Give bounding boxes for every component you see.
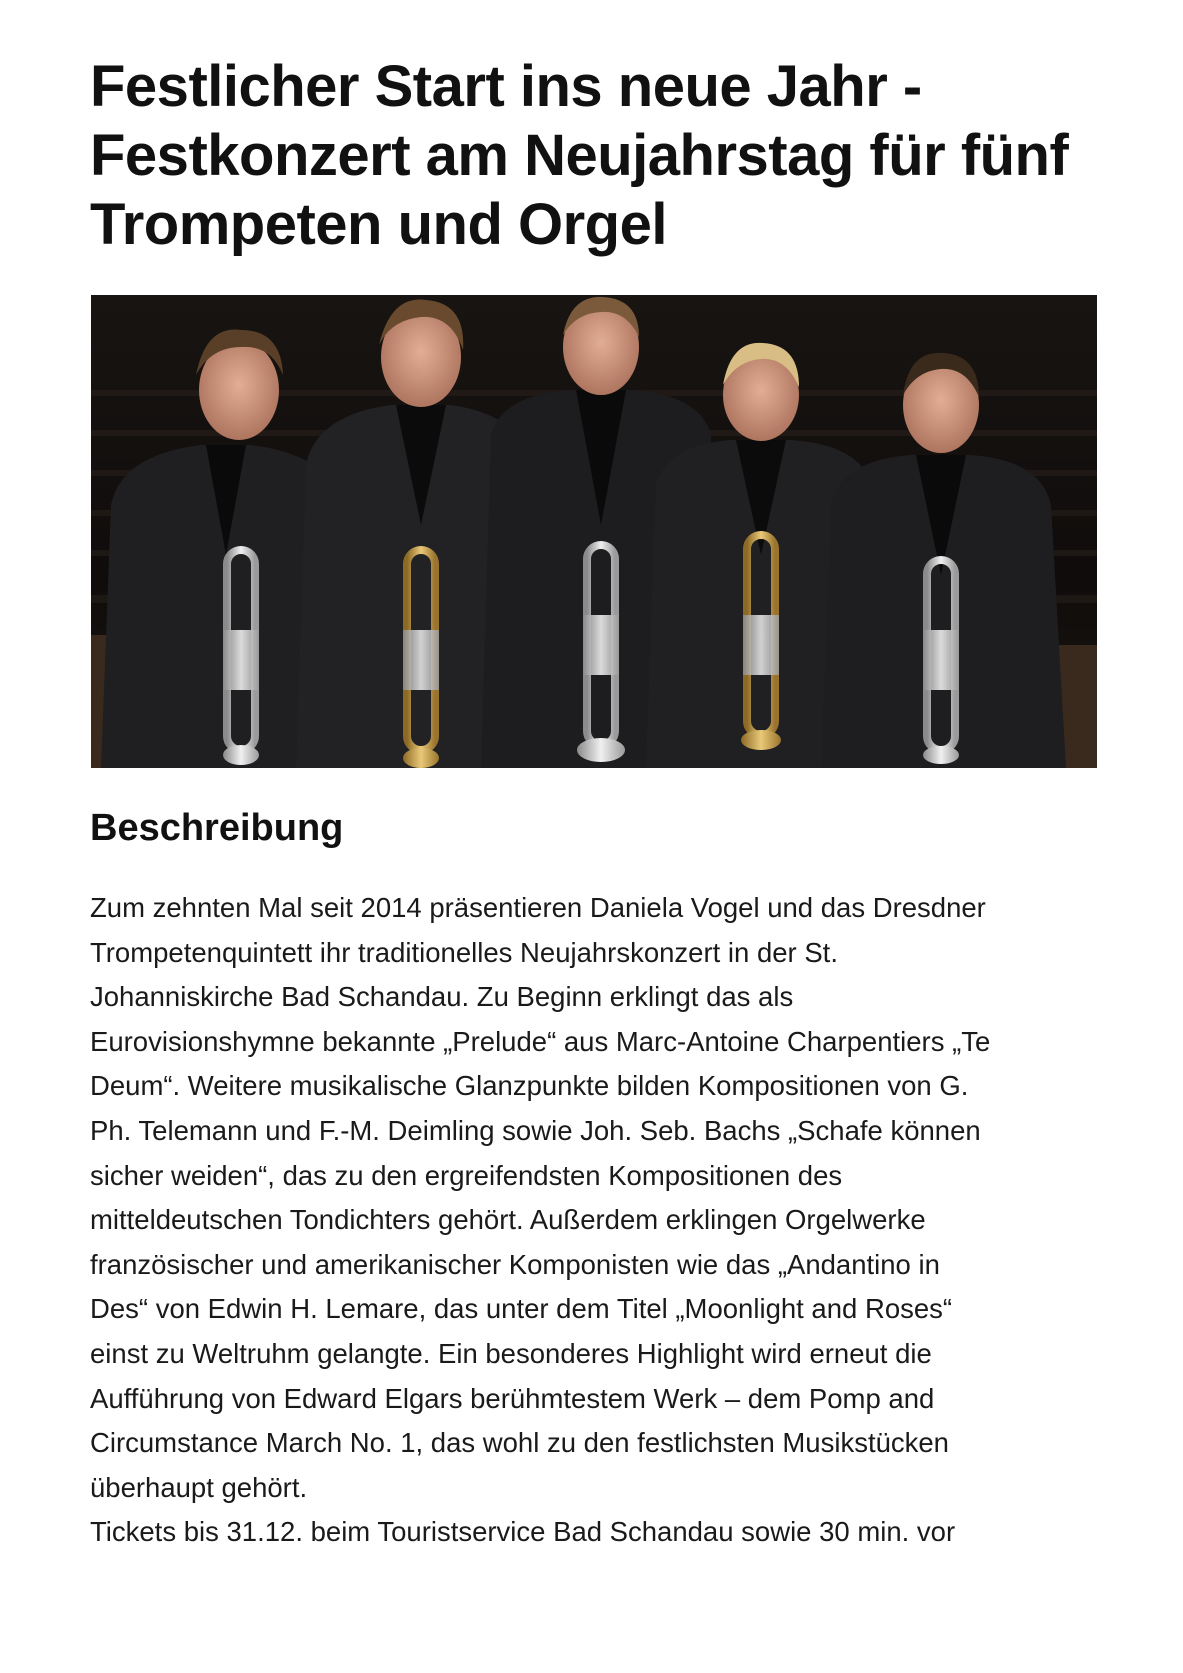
description-line: Trompetenquintett ihr traditionelles Neujahrskonzert in der St.	[90, 936, 838, 968]
description-line: französischer und amerikanischer Komponisten wie das „Andantino in	[90, 1248, 940, 1280]
tickets-paragraph	[90, 1510, 1100, 1555]
title-line: Festkonzert am Neujahrstag für fünf	[90, 123, 1069, 188]
ensemble-photo-illustration	[91, 295, 1097, 768]
description-line: sicher weiden“, das zu den ergreifendsten Kompositionen des	[90, 1159, 843, 1191]
description-line: Des“ von Edwin H. Lemare, das unter dem Titel „Moonlight and Roses“	[90, 1293, 953, 1325]
description-line: überhaupt gehört.	[90, 1471, 308, 1503]
description-line: Deum“. Weitere musikalische Glanzpunkte bilden Kompositionen von G.	[90, 1070, 969, 1102]
description-line: einst zu Weltruhm gelangte. Ein besonderes Highlight wird erneut die	[90, 1337, 932, 1369]
description-line: Circumstance March No. 1, das wohl zu den festlichsten Musikstücken	[90, 1427, 949, 1459]
title-line: Festlicher Start ins neue Jahr -	[90, 54, 922, 119]
section-heading-beschreibung: Beschreibung	[90, 807, 344, 849]
description-line: Johanniskirche Bad Schandau. Zu Beginn erklingt das als	[90, 981, 794, 1013]
description-line: mitteldeutschen Tondichters gehört. Außerdem erklingen Orgelwerke	[90, 1204, 926, 1236]
description-paragraph	[90, 886, 1100, 1510]
article-title	[90, 52, 1100, 259]
description-line: Zum zehnten Mal seit 2014 präsentieren Daniela Vogel und das Dresdner	[90, 892, 986, 923]
description-line: Eurovisionshymne bekannte „Prelude“ aus Marc-Antoine Charpentiers „Te	[90, 1025, 991, 1057]
title-line: Trompeten und Orgel	[90, 192, 667, 257]
description-line: Aufführung von Edward Elgars berühmtestem Werk – dem Pomp and	[90, 1382, 935, 1414]
description-line: Ph. Telemann und F.-M. Deimling sowie Joh. Seb. Bachs „Schafe können	[90, 1114, 981, 1146]
tickets-line: Tickets bis 31.12. beim Touristservice Bad Schandau sowie 30 min. vor	[90, 1516, 956, 1548]
description-text	[90, 886, 1100, 1555]
article-photo	[91, 295, 1097, 768]
